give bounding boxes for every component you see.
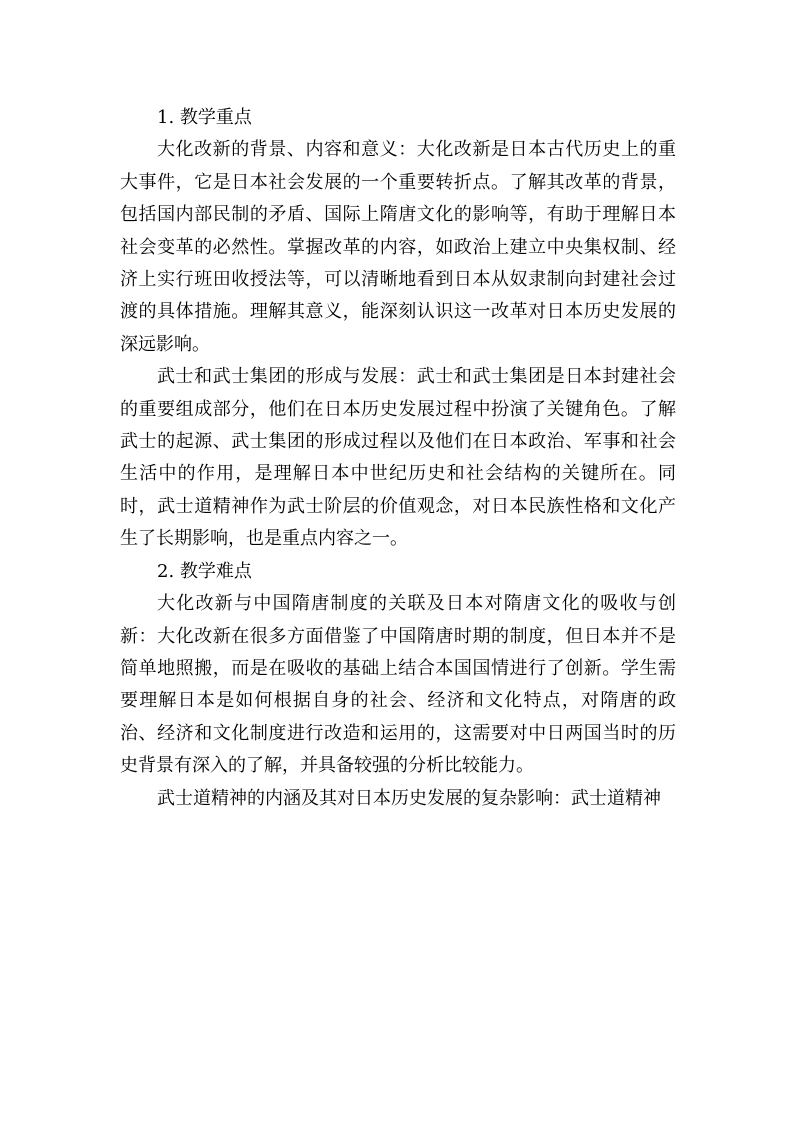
- section-heading-teaching-difficulty: 2. 教学难点: [157, 560, 252, 582]
- section-heading-teaching-focus: 1. 教学重点: [157, 107, 252, 128]
- paragraph-taika-reform: 大化改新的背景、内容和意义：大化改新是日本古代历史上的重大事件，它是日本社会发展的一个重要转折点。了解其改革的背景，包括国内部民制的矛盾、国际上隋唐文化的影响等，有助于理解日本社会变革的必然性。掌握改革的内容，如政治上建立中央集权制、经济上实行班田收授法等，可以清晰地看到日本从奴隶制向封建社会过渡的具体措施。理解其意义，能深刻认识这一改革对日本历史发展的深远影响。: [120, 139, 676, 355]
- paragraph-bushido: 武士道精神的内涵及其对日本历史发展的复杂影响：武士道精神: [157, 787, 661, 809]
- paragraph-sui-tang-influence: 大化改新与中国隋唐制度的关联及日本对隋唐文化的吸收与创新：大化改新在很多方面借鉴了中国隋唐时期的制度，但日本并不是简单地照搬，而是在吸收的基础上结合本国国情进行了创新。学生需要理解日本是如何根据自身的社会、经济和文化特点，对隋唐的政治、经济和文化制度进行改造和运用的，这需要对中日两国当时的历史背景有深入的了解，并具备较强的分析比较能力。: [120, 593, 676, 777]
- paragraph-samurai: 武士和武士集团的形成与发展：武士和武士集团是日本封建社会的重要组成部分，他们在日本历史发展过程中扮演了关键角色。了解武士的起源、武士集团的形成过程以及他们在日本政治、军事和社会生活中的作用，是理解日本中世纪历史和社会结构的关键所在。同时，武士道精神作为武士阶层的价值观念，对日本民族性格和文化产生了长期影响，也是重点内容之一。: [120, 366, 676, 550]
- document-body: [120, 102, 676, 815]
